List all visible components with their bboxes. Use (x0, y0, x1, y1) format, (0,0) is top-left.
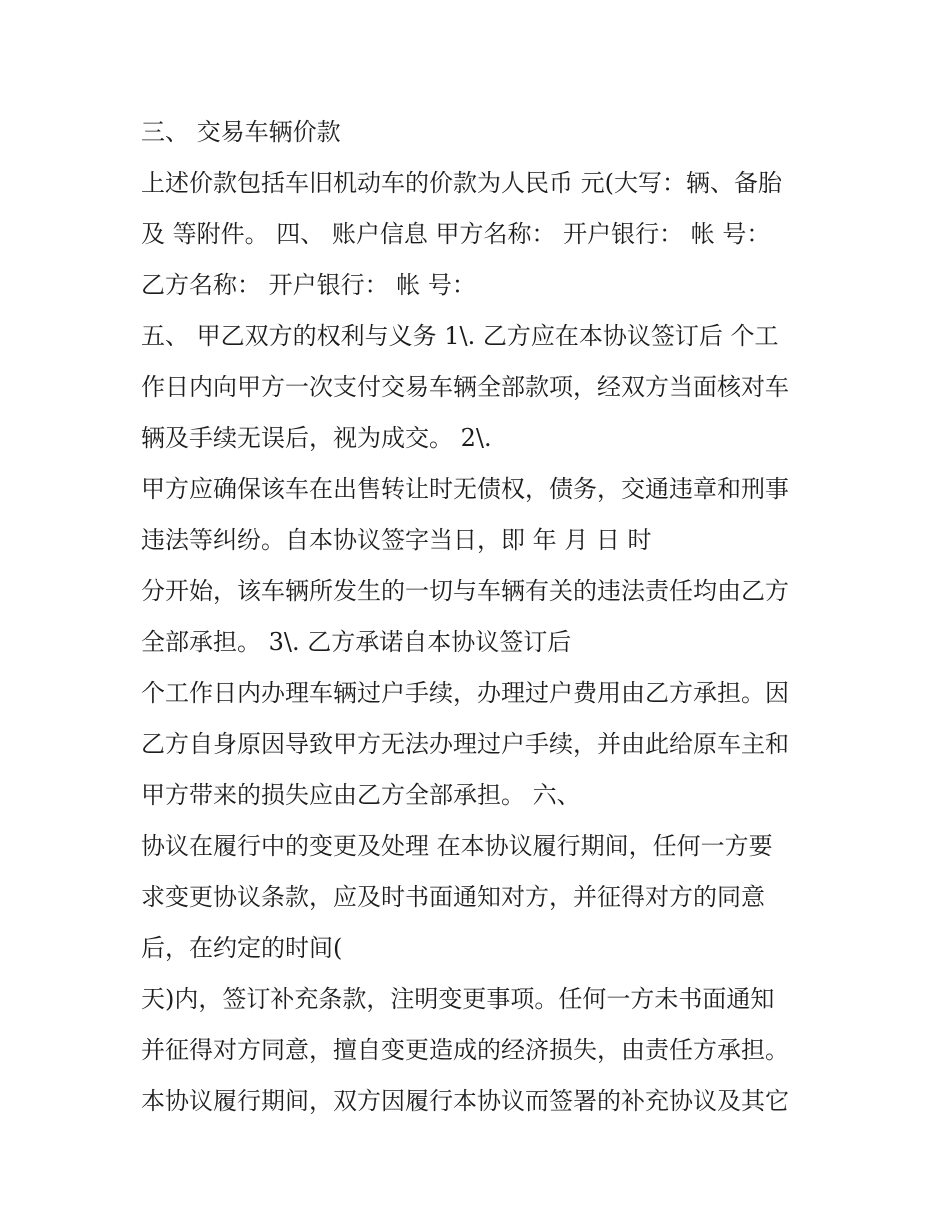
text-line: 违法等纠纷。自本协议签字当日，即 年 月 日 时 (141, 526, 652, 554)
document-body (141, 107, 831, 1127)
text-line: 及 等附件。 四、 账户信息 甲方名称： 开户银行： 帐 号： (141, 220, 771, 248)
text-line: 分开始，该车辆所发生的一切与车辆有关的违法责任均由乙方 (141, 577, 789, 605)
text-line: 天)内，签订补充条款，注明变更事项。任何一方未书面通知 (141, 985, 775, 1013)
text-line: 求变更协议条款，应及时书面通知对方，并征得对方的同意 (141, 883, 765, 911)
text-line: 个工作日内办理车辆过户手续，办理过户费用由乙方承担。因 (141, 679, 789, 707)
section-heading-price: 三、 交易车辆价款 (141, 118, 341, 146)
text-line: 上述价款包括车旧机动车的价款为人民币 元(大写：辆、备胎 (141, 169, 782, 197)
text-line: 并征得对方同意，擅自变更造成的经济损失，由责任方承担。 (141, 1036, 789, 1064)
text-line: 协议在履行中的变更及处理 在本协议履行期间，任何一方要 (141, 832, 773, 860)
text-line: 辆及手续无误后，视为成交。 2\. (141, 424, 492, 452)
text-line: 后，在约定的时间( (141, 934, 343, 962)
text-line: 本协议履行期间，双方因履行本协议而签署的补充协议及其它 (141, 1087, 789, 1115)
text-line: 乙方名称： 开户银行： 帐 号： (141, 271, 476, 299)
text-line: 作日内向甲方一次支付交易车辆全部款项，经双方当面核对车 (141, 373, 789, 401)
text-line: 五、 甲乙双方的权利与义务 1\. 乙方应在本协议签订后 个工 (141, 322, 779, 350)
text-line: 全部承担。 3\. 乙方承诺自本协议签订后 (141, 628, 572, 656)
text-line: 甲方应确保该车在出售转让时无债权，债务，交通违章和刑事 (141, 475, 789, 503)
text-line: 甲方带来的损失应由乙方全部承担。 六、 (141, 781, 581, 809)
text-line: 乙方自身原因导致甲方无法办理过户手续，并由此给原车主和 (141, 730, 789, 758)
